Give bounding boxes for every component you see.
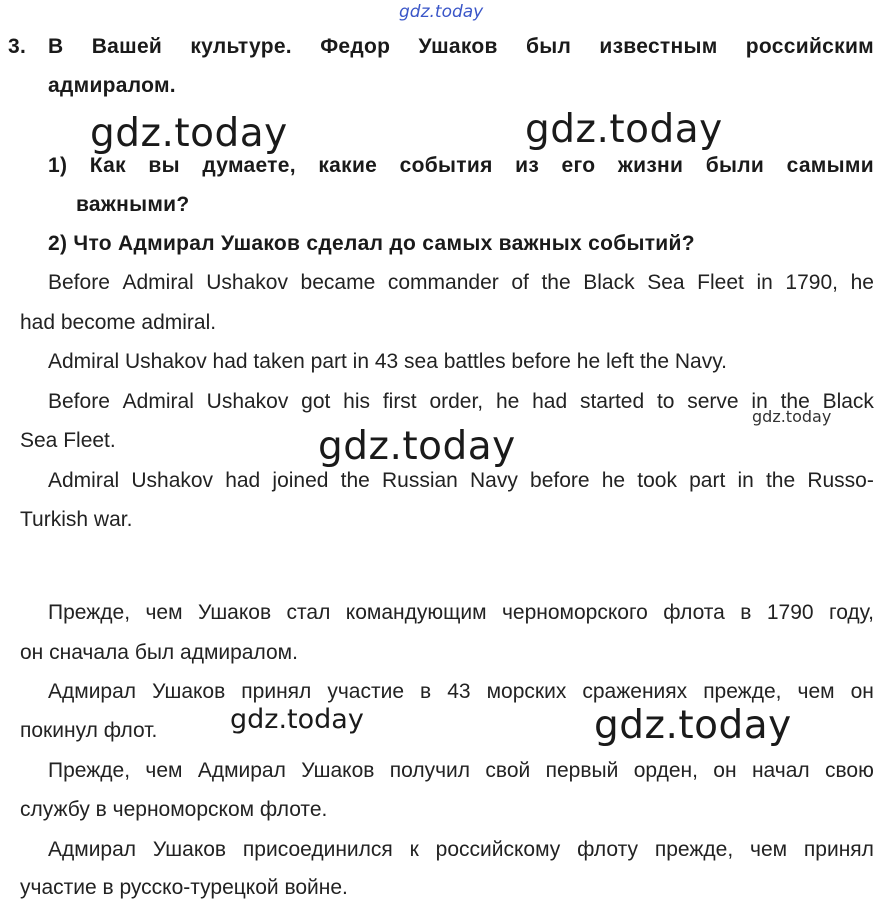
word: получил [389,759,471,782]
word: he [850,271,874,294]
word: the [340,469,370,492]
russian-p4-line-1 [48,839,874,860]
word: Before [48,390,110,413]
word: чем [797,680,835,703]
word: прежде, [703,680,782,703]
word: before [530,469,590,492]
word: начал [751,759,810,782]
task-title-line-1 [48,36,874,57]
russian-p3-line-2: службу в черноморском флоте. [20,798,328,821]
word: Ushakov [206,390,289,413]
english-p3-line-2: Sea Fleet. [20,429,116,452]
word: he [495,390,520,413]
english-p4-line-2: Turkish war. [20,508,133,531]
word: в [740,601,752,624]
word: Адмирал [48,680,137,703]
word: Ушаков [197,601,272,624]
word: Адмирал [48,838,137,861]
word: Admiral [122,390,194,413]
english-p4-line-1 [48,470,874,491]
word: joined [272,469,329,492]
word: Ушаков [152,680,226,703]
word: принял [241,680,312,703]
english-p3-line-1 [48,391,874,412]
word: какие [318,154,378,177]
english-p1-line-2: had become admiral. [20,311,217,334]
word: свою [825,759,874,782]
word: Прежде, [48,759,131,782]
word: события [399,154,493,177]
word: Как [89,154,126,177]
word: Fleet [697,271,744,294]
word: году, [829,601,874,624]
word: думаете, [202,154,296,177]
word: had [532,390,568,413]
word: Ушаков [301,759,375,782]
word: флоту [577,838,638,861]
word: he [601,469,626,492]
word: part [689,469,726,492]
word: 1) [48,154,68,177]
word: 1790 [766,601,814,624]
watermark-lower-left: gdz.today [230,704,364,735]
word: вы [148,154,180,177]
watermark-small-right: gdz.today [752,407,832,426]
word: serve [687,390,739,413]
word: прежде, [654,838,734,861]
word: Before [48,271,110,294]
word: Navy [470,469,518,492]
word: his [343,390,371,413]
word: in [756,271,773,294]
word: Russo- [807,469,874,492]
word: in [751,390,768,413]
word: 43 [447,680,471,703]
english-p2: Admiral Ushakov had taken part in 43 sea battles before he left the Navy. [48,350,727,373]
word: in [737,469,754,492]
word: to [656,390,675,413]
word: флота [663,601,725,624]
question-2: 2) Что Адмирал Ушаков сделал до самых важных событий? [48,232,695,255]
word: к [409,838,419,861]
word: самыми [786,154,874,177]
word: got [301,390,331,413]
word: 1790, [785,271,838,294]
english-p1-line-1 [48,272,874,293]
word: first [382,390,417,413]
word: он [713,759,737,782]
watermark-lower-right: gdz.today [594,703,792,748]
word: Russian [381,469,458,492]
word: свой [485,759,531,782]
word: морских [486,680,567,703]
word: Прежде, [48,601,131,624]
word: первый [545,759,619,782]
word: принял [803,838,874,861]
russian-p2-line-2: покинул флот. [20,719,158,742]
word: Admiral [122,271,194,294]
word: Федор [320,35,391,58]
question-1-line-2: важными? [76,193,190,216]
word: командующим [345,601,487,624]
word: присоединился [242,838,393,861]
word: the [541,271,571,294]
word: commander [387,271,499,294]
word: российским [745,35,874,58]
russian-p3-line-1 [48,760,874,781]
word: известным [599,35,718,58]
word: Ushakov [206,271,288,294]
word: культуре. [190,35,292,58]
russian-p4-line-2: участие в русско-турецкой войне. [20,876,348,899]
word: Ушаков [152,838,227,861]
word: в [420,680,432,703]
watermark-right-1: gdz.today [525,107,723,152]
word: был [525,35,572,58]
word: Black [583,271,635,294]
word: Ушаков [418,35,498,58]
word: чем [145,601,183,624]
word: Admiral [48,469,120,492]
word: the [780,390,810,413]
word: Адмирал [197,759,286,782]
russian-p2-line-1 [48,681,874,702]
word: его [561,154,596,177]
word: были [705,154,765,177]
word: started [579,390,645,413]
word: он [850,680,874,703]
word: became [300,271,376,294]
word: чем [750,838,788,861]
word: В [48,35,64,58]
question-1-line-1 [48,155,874,176]
word: had [225,469,261,492]
word: черноморского [501,601,648,624]
word: российскому [435,838,561,861]
russian-p1-line-1 [48,602,874,623]
word: стал [286,601,331,624]
task-number: 3. [8,35,27,58]
watermark-center: gdz.today [318,424,516,469]
russian-p1-line-2: он сначала был адмиралом. [20,641,298,664]
word: Sea [647,271,685,294]
watermark-top: gdz.today [399,2,484,22]
word: сражениях [582,680,688,703]
word: Ushakov [131,469,214,492]
word: took [637,469,677,492]
word: участие [327,680,404,703]
word: жизни [617,154,684,177]
word: из [515,154,540,177]
watermark-left-1: gdz.today [90,111,288,156]
word: Black [822,390,874,413]
word: орден, [633,759,698,782]
word: of [511,271,529,294]
word: чем [145,759,183,782]
word: the [765,469,796,492]
word: order, [429,390,484,413]
task-title-line-2: адмиралом. [48,74,176,97]
word: Вашей [91,35,163,58]
